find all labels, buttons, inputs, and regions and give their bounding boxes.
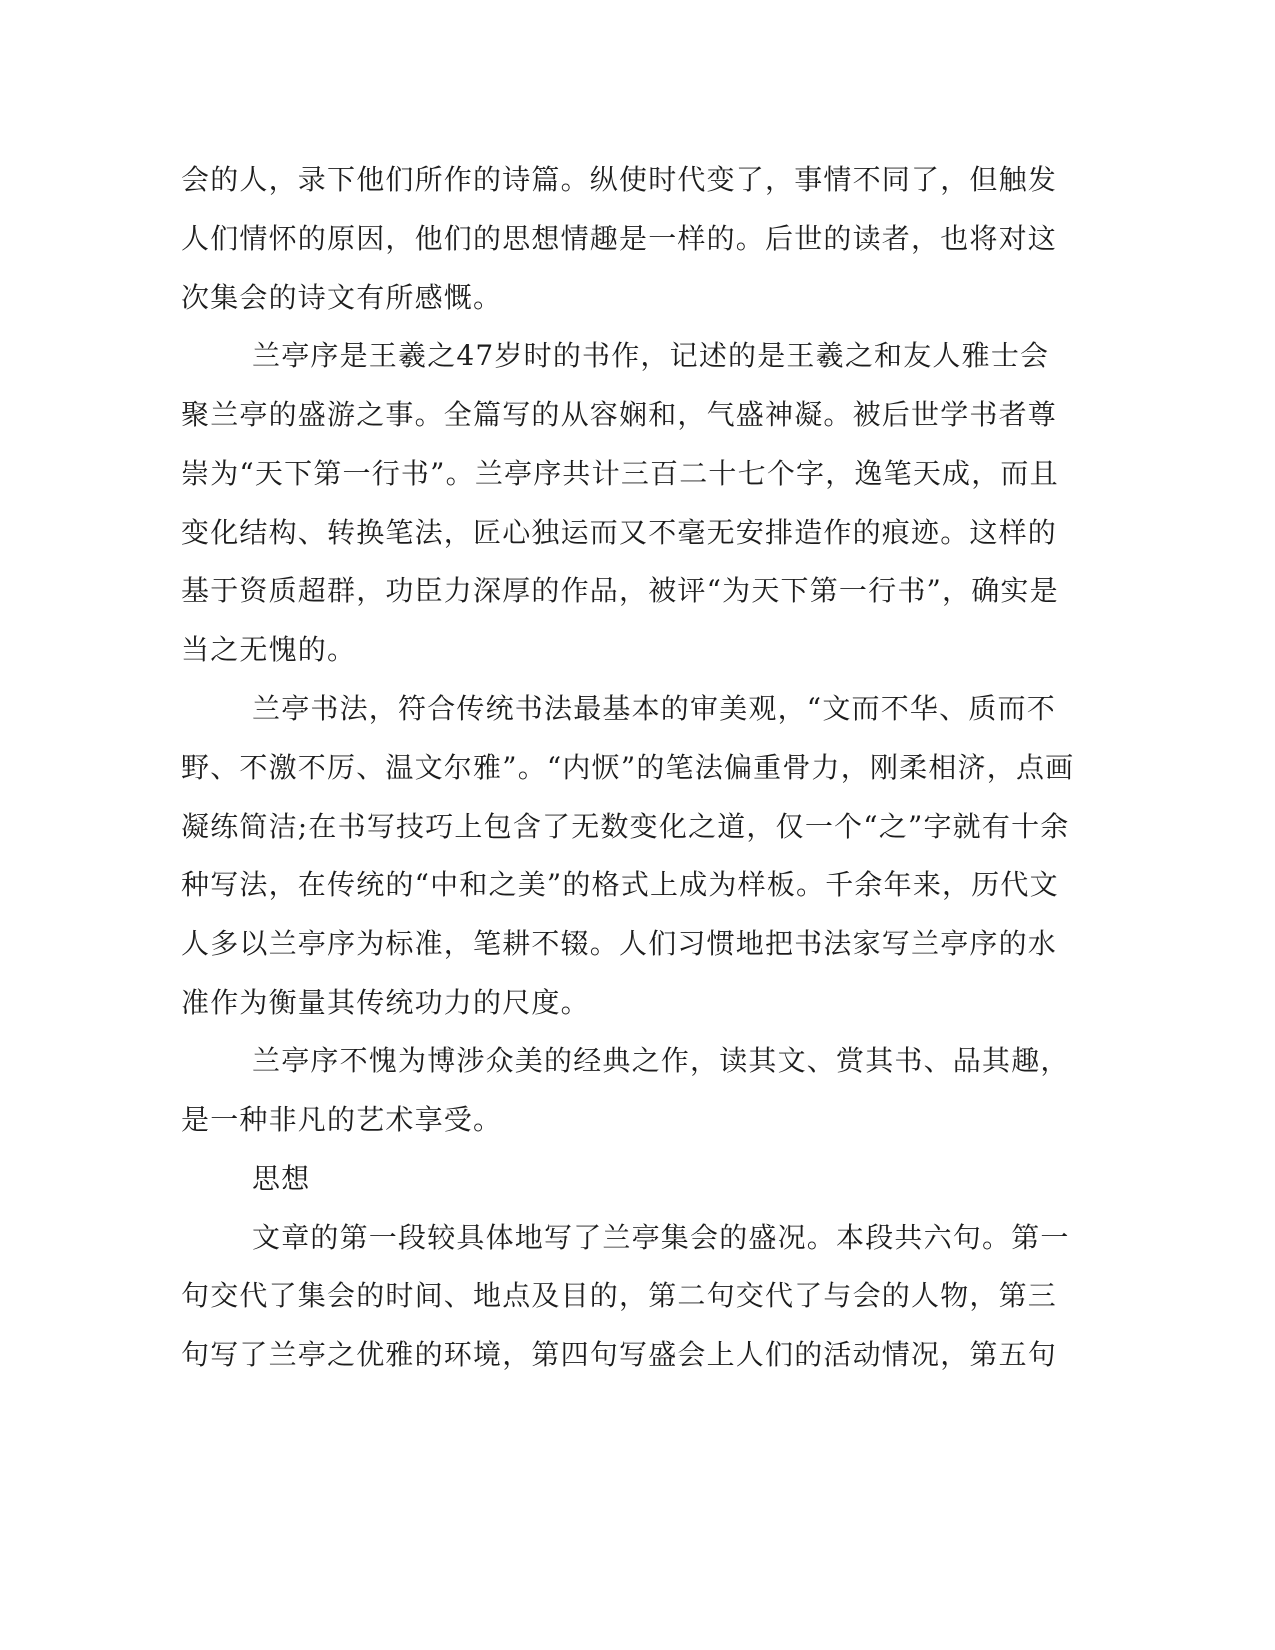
text-line: 人们情怀的原因，他们的思想情趣是一样的。后世的读者，也将对这 xyxy=(181,222,1058,255)
text-line: 当之无愧的。 xyxy=(181,633,357,666)
text-line: 兰亭序是王羲之47岁时的书作，记述的是王羲之和友人雅士会 xyxy=(252,339,1050,372)
text-line: 崇为“天下第一行书”。兰亭序共计三百二十七个字，逸笔天成，而且 xyxy=(181,457,1059,490)
text-line: 准作为衡量其传统功力的尺度。 xyxy=(181,986,590,1019)
text-line: 凝练简洁;在书写技巧上包含了无数变化之道，仅一个“之”字就有十余 xyxy=(181,810,1070,843)
text-line: 次集会的诗文有所感慨。 xyxy=(181,281,503,314)
text-line: 聚兰亭的盛游之事。全篇写的从容娴和，气盛神凝。被后世学书者尊 xyxy=(181,398,1058,431)
text-line: 是一种非凡的艺术享受。 xyxy=(181,1103,503,1136)
text-line: 句交代了集会的时间、地点及目的，第二句交代了与会的人物，第三 xyxy=(181,1279,1058,1312)
text-line: 文章的第一段较具体地写了兰亭集会的盛况。本段共六句。第一 xyxy=(252,1221,1070,1254)
text-line: 种写法，在传统的“中和之美”的格式上成为样板。千余年来，历代文 xyxy=(181,868,1059,901)
text-line: 变化结构、转换笔法，匠心独运而又不毫无安排造作的痕迹。这样的 xyxy=(181,516,1058,549)
text-line: 野、不激不厉、温文尔雅”。“内恹”的笔法偏重骨力，刚柔相济，点画 xyxy=(181,751,1075,784)
section-heading: 思想 xyxy=(252,1162,311,1195)
text-line: 基于资质超群，功臣力深厚的作品，被评“为天下第一行书”，确实是 xyxy=(181,574,1059,607)
text-line: 句写了兰亭之优雅的环境，第四句写盛会上人们的活动情况，第五句 xyxy=(181,1338,1058,1371)
text-line: 人多以兰亭序为标准，笔耕不辍。人们习惯地把书法家写兰亭序的水 xyxy=(181,927,1058,960)
text-line: 兰亭书法，符合传统书法最基本的审美观，“文而不华、质而不 xyxy=(252,692,1056,725)
text-line: 会的人，录下他们所作的诗篇。纵使时代变了，事情不同了，但触发 xyxy=(181,163,1058,196)
text-line: 兰亭序不愧为博涉众美的经典之作，读其文、赏其书、品其趣， xyxy=(252,1044,1070,1077)
